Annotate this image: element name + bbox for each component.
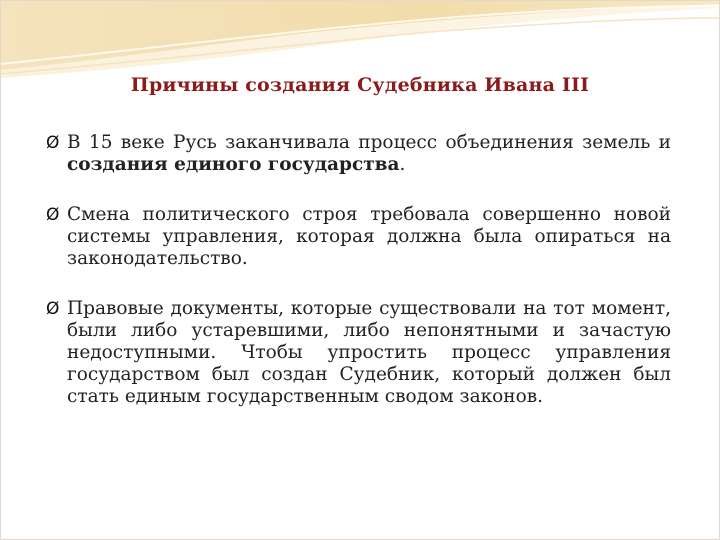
bullet-1-text: В 15 веке Русь заканчивала процесс объединения земель и (67, 132, 671, 153)
bullet-1-bold-text: создания единого государства (67, 154, 400, 175)
arrow-bullet-icon: Ø (46, 133, 60, 153)
bullet-2-text: Смена политического строя требовала совершенно новой системы управления, которая должна была опираться на законодательство. (67, 204, 671, 269)
arrow-bullet-icon: Ø (46, 299, 60, 319)
bullet-3-text: Правовые документы, которые существовали на тот момент, были либо устаревшими, либо непонятными и зачастую недоступными. Чтобы упростить процесс управления государством был создан Судебник, который должен был стать единым государственным сводом законов. (67, 298, 671, 407)
slide-title: Причины создания Судебника Ивана III (130, 74, 590, 96)
bullet-1-tail: . (399, 154, 406, 175)
arrow-bullet-icon: Ø (46, 205, 60, 225)
